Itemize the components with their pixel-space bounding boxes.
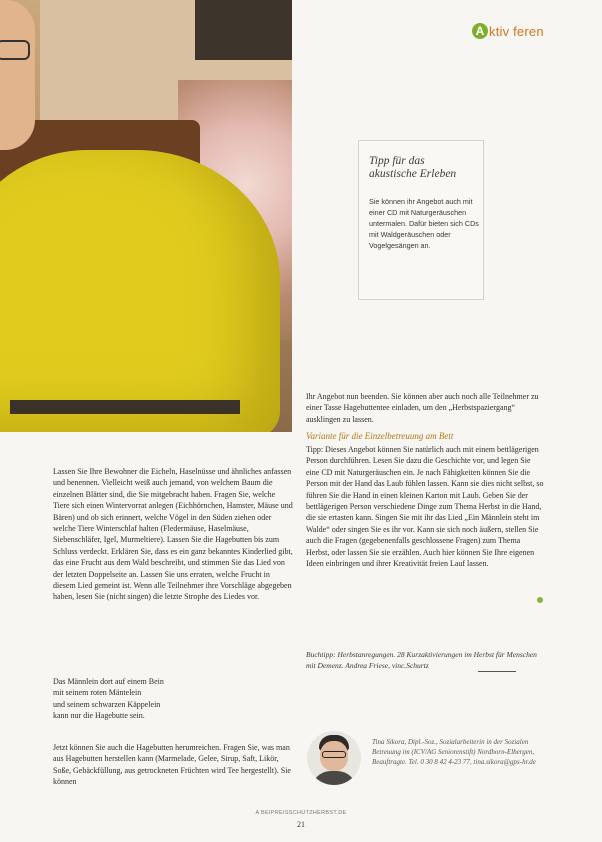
poem-line: mit seinem roten Mäntelein (53, 688, 142, 698)
book-tip-underline (478, 671, 516, 672)
elderly-man-photo (0, 0, 292, 432)
tip-box (358, 140, 484, 300)
left-column-main-text: Lassen Sie Ihre Bewohner die Eicheln, Haselnüsse und ähnliches anfassen und benennen. Vielleicht weiß auch jemand, von welchem Baum die einzelnen Blätter sind, die Sie mitgebracht haben. Fragen Sie, welche Tiere sich einen Wintervorrat anlegen (Eichhörnchen, Hamster, Mäuse und Bären) und ob sich erinnert, welche Vögel in den Süden ziehen oder welche Tiere Winterschlaf halten (Fledermäuse, Haselmäuse, Siebenschläfer, Igel, Murmeltiere). Lassen Sie die Hagebutten bis zum Schluss verdeckt. Erklären Sie, dass es ein ganz bekanntes Kinderlied gibt, das eine Frucht aus dem Wald beschreibt, und stimmen Sie das Lied von der letzten Doppelseite an. Lassen Sie uns erraten, welche Frucht in diesem Lied gemeint ist. Wenn alle Teilnehmer ihre Vorschläge abgegeben haben, lesen Sie (nicht singen) die letzte Strophe des Liedes vor. (53, 467, 293, 602)
photo-picture-frame (195, 0, 292, 60)
logo-letter-icon: A (472, 23, 488, 39)
poem-line: kann nur die Hagebutte sein. (53, 711, 145, 721)
right-column-intro-text: Ihr Angebot nun beenden. Sie können aber auch noch alle Teilnehmer zu einer Tasse Hagebuttentee einladen, um den „Herbstspaziergang“ ausklingen zu lassen. (306, 392, 539, 424)
book-tip: Buchtipp: Herbstanregungen. 28 Kurzaktivierungen im Herbst für Menschen mit Demenz. Andrea Friese, vinc.Schurtz (306, 650, 537, 670)
tip-body: Sie können ihr Angebot auch mit einer CD mit Naturgeräuschen untermalen. Dafür bieten sich CDs mit Waldgeräuschen oder Vogelgesängen an. (369, 197, 479, 250)
variant-heading: Variante für die Einzelbetreuung am Bett (306, 431, 454, 441)
poem-line: und seinem schwarzen Käppelein (53, 699, 161, 709)
photo-yellow-shirt (0, 150, 280, 432)
photo-glasses (0, 40, 30, 60)
author-avatar (307, 731, 361, 785)
page-number: 21 (297, 820, 305, 829)
author-bio: Tina Sikora, Dipl.-Soz., Sozialarbeiterin in der Sozialen Betreuung im (ICV/AG Seniorenstift) Nordhorn-Elbergen, Beauftragte. Tel. 0 30 8 42 4-23 77, tina.sikora@gps-hr.de (372, 738, 536, 766)
photo-belt (10, 400, 240, 414)
logo-text: ktiv feren (489, 23, 544, 39)
left-column-bottom-text: Jetzt können Sie auch die Hagebutten herumreichen. Fragen Sie, was man aus Hagebutten herstellen kann (Marmelade, Gelee, Sirup, Saft, Likör, Soße, Gebäckfüllung, aus getrockneten Früchten wird Tee hergestellt). Sie können (53, 743, 291, 787)
right-column-main-text: Tipp: Dieses Angebot können Sie natürlich auch mit einem bettlägerigen Person durchführen. Lesen Sie dazu die Geschichte vor, und legen Sie eine CD mit Naturgeräuschen ein. Je nach Fähigkeiten können Sie die Person mit der Hand das Laub fühlen lassen. Kann sie dies nicht selbst, so führen Sie die Hand in einen kleinen Karton mit Laub. Geben Sie der bettlägerigen Person verschiedene Dinge zum Thema Herbst in die Hand, die sie ertasten kann. Singen Sie mit ihr das Lied „Ein Männlein steht im Walde“ oder singen Sie es ihr vor. Kann sie sich noch äußern, stellen Sie auch die Fragen (gegebenenfalls geschlossene Fragen) zum Thema Herbst, oder lassen Sie sie erzählen. Auch hier können Sie Ihre eigenen Ideen einbringen und ihrer Kreativität freien Lauf lassen. (306, 445, 544, 569)
aktivieren-logo (472, 22, 544, 40)
end-marker-icon (537, 597, 543, 603)
photo-face (0, 0, 35, 150)
footer-url: A BEIPREISSCHUTZHERBST.DE (255, 810, 347, 816)
tip-title: Tipp für das akustische Erleben (369, 155, 457, 180)
poem-line: Das Männlein dort auf einem Bein (53, 677, 164, 686)
poem (53, 676, 293, 722)
